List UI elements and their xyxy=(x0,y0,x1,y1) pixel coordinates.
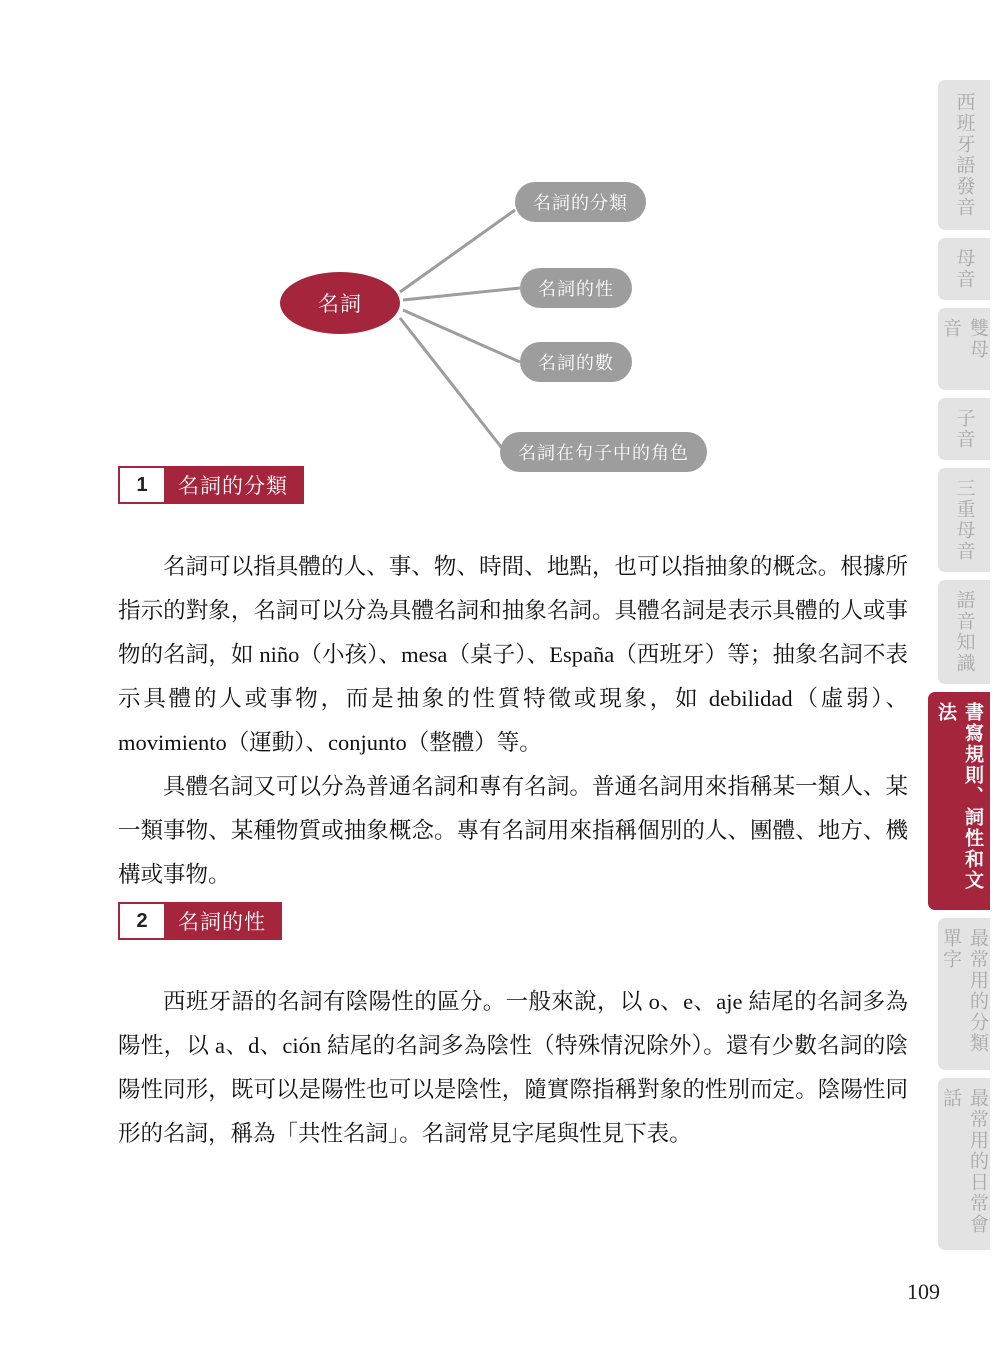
side-tab-consonants[interactable]: 子音 xyxy=(938,398,990,460)
page-number: 109 xyxy=(907,1279,940,1304)
section-2-body xyxy=(118,980,908,1156)
section-number: 2 xyxy=(120,904,164,938)
mindmap-diagram xyxy=(0,70,900,463)
section-number: 1 xyxy=(120,468,164,502)
section-title: 名詞的性 xyxy=(164,904,280,938)
side-tab-writing-grammar[interactable]: 書寫規則、詞性和文法 xyxy=(928,692,990,910)
side-tab-triphthongs[interactable]: 三重母音 xyxy=(938,468,990,572)
mindmap-root-node xyxy=(280,272,400,334)
mindmap-branch-label: 名詞的性 xyxy=(538,279,614,299)
mindmap-branch-label: 名詞的數 xyxy=(538,353,614,373)
side-tab-bar xyxy=(926,80,1000,1258)
paragraph: 名詞可以指具體的人、事、物、時間、地點，也可以指抽象的概念。根據所指示的對象，名詞可以分為具體名詞和抽象名詞。具體名詞是表示具體的人或事物的名詞，如 niño（小孩）、mesa（桌子）、España（西班牙）等；抽象名詞不表示具體的人或事物，而是抽象的性質特徵或現象，如 debilidad（虛弱）、movimiento（運動）、conjunto（整體）等。 xyxy=(118,554,908,755)
side-tab-pronunciation[interactable]: 西班牙語發音 xyxy=(938,80,990,230)
mindmap-branch-label: 名詞的分類 xyxy=(533,193,628,213)
side-tab-vocabulary[interactable]: 最常用的分類單字 xyxy=(938,918,990,1070)
mindmap-branch-role xyxy=(500,432,707,472)
mindmap-branch-classification xyxy=(515,182,646,222)
paragraph: 西班牙語的名詞有陰陽性的區分。一般來說，以 o、e、aje 結尾的名詞多為陽性，以 a、d、ción 結尾的名詞多為陰性（特殊情況除外）。還有少數名詞的陰陽性同形，既可以是陽性也可以是陰性，隨實際指稱對象的性別而定。陰陽性同形的名詞，稱為「共性名詞」。名詞常見字尾與性見下表。 xyxy=(118,989,908,1146)
side-tab-diphthongs[interactable]: 雙母音 xyxy=(938,308,990,390)
side-tab-phonetics[interactable]: 語音知識 xyxy=(938,580,990,684)
section-1-body xyxy=(118,545,908,897)
mindmap-branch-number xyxy=(520,342,632,382)
mindmap-root-label: 名詞 xyxy=(318,293,362,316)
mindmap-branch-gender xyxy=(520,268,632,308)
mindmap-branch-label: 名詞在句子中的角色 xyxy=(518,443,689,463)
mindmap-connectors xyxy=(0,70,900,500)
paragraph: 具體名詞又可以分為普通名詞和專有名詞。普通名詞用來指稱某一類人、某一類事物、某種物質或抽象概念。專有名詞用來指稱個別的人、團體、地方、機構或事物。 xyxy=(118,774,908,887)
section-heading-2 xyxy=(118,902,282,940)
section-heading-1 xyxy=(118,466,304,504)
side-tab-conversation[interactable]: 最常用的日常會話 xyxy=(938,1078,990,1250)
side-tab-vowels[interactable]: 母音 xyxy=(938,238,990,300)
section-title: 名詞的分類 xyxy=(164,468,302,502)
